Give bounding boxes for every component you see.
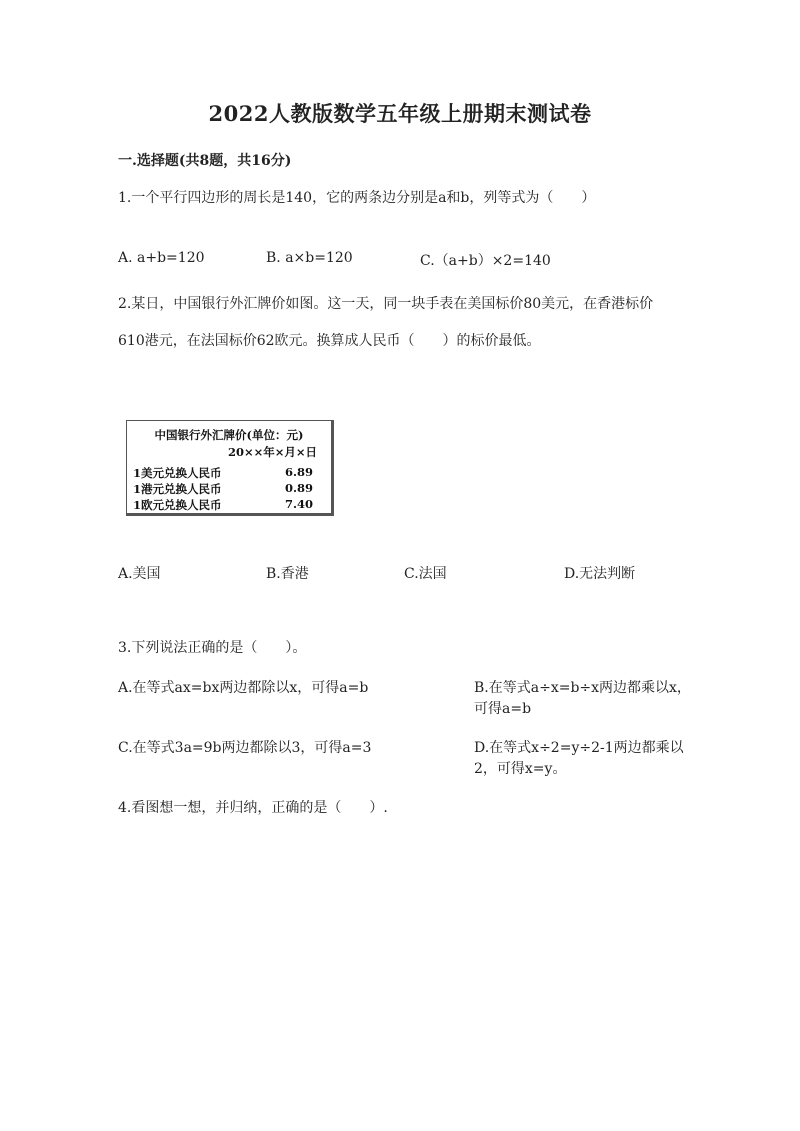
q1-option-a: A. a+b=120 <box>118 250 205 266</box>
q1-option-b: B. a×b=120 <box>266 250 353 266</box>
row-label: 1美元兑换人民币 <box>133 466 222 480</box>
exchange-rate-table <box>126 420 334 516</box>
row-value: 0.89 <box>285 481 314 495</box>
row-value: 6.89 <box>285 465 314 479</box>
q2-option-a: A.美国 <box>118 566 161 582</box>
question-1: 1.一个平行四边形的周长是140，它的两条边分别是a和b，列等式为（ ） <box>118 190 596 206</box>
page-title: 2022人教版数学五年级上册期末测试卷 <box>208 101 592 126</box>
table-title: 中国银行外汇牌价(单位：元) <box>154 428 304 442</box>
question-3: 3.下列说法正确的是（ ）。 <box>118 640 307 656</box>
q2-option-b: B.香港 <box>266 566 309 582</box>
section-heading: 一.选择题(共8题，共16分) <box>118 153 292 169</box>
question-4: 4.看图想一想，并归纳，正确的是（ ）. <box>118 800 388 816</box>
row-label: 1港元兑换人民币 <box>133 482 222 496</box>
table-date: 20××年×月×日 <box>227 445 317 459</box>
row-label: 1欧元兑换人民币 <box>133 498 222 512</box>
q3-option-d-text: D.在等式x÷2=y÷2-1两边都乘以2，可得x=y。 <box>474 740 684 777</box>
q3-option-c: C.在等式3a=9b两边都除以3，可得a=3 <box>118 740 372 756</box>
q1-option-c: C.（a+b）×2=140 <box>420 253 551 269</box>
question-2: 2.某日，中国银行外汇牌价如图。这一天，同一块手表在美国标价80美元，在香港标价610港元，在法国标价62欧元。换算成人民币（ ）的标价最低。 <box>118 296 654 349</box>
q3-option-d <box>474 738 704 780</box>
q3-option-b-text: B.在等式a÷x=b÷x两边都乘以x，可得a=b <box>474 680 691 717</box>
row-value: 7.40 <box>285 497 314 511</box>
q3-option-a: A.在等式ax=bx两边都除以x，可得a=b <box>118 680 369 696</box>
q2-option-d: D.无法判断 <box>564 566 636 582</box>
q3-option-b <box>474 678 704 720</box>
q2-option-c: C.法国 <box>404 566 447 582</box>
